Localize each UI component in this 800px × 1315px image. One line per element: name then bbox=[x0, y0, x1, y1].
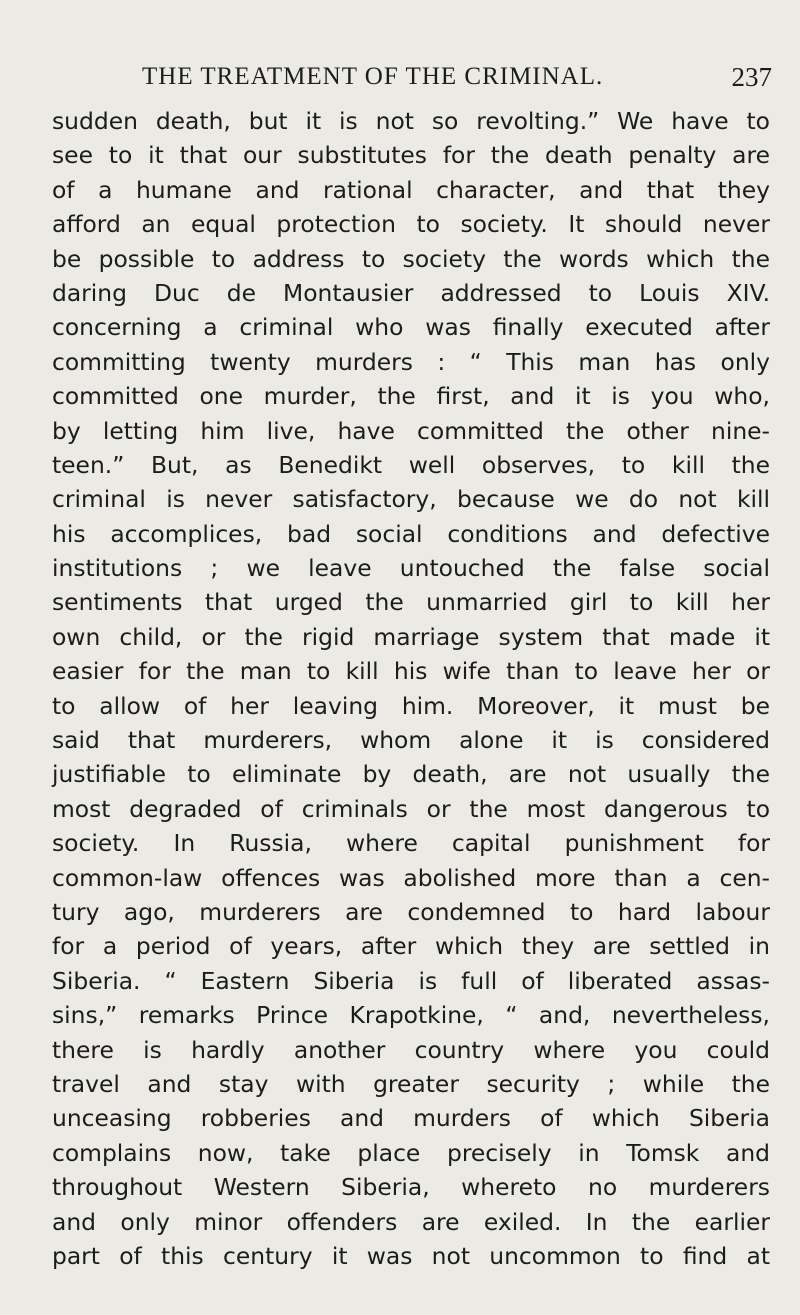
text-line: sins,” remarks Prince Krapotkine, “ and, nevertheless, bbox=[52, 1001, 770, 1030]
text-line: committed one murder, the first, and it is you who, bbox=[52, 382, 770, 411]
text-line: most degraded of criminals or the most dangerous to bbox=[52, 794, 770, 823]
text-line: tury ago, murderers are condemned to hard labour bbox=[52, 897, 770, 926]
text-line: throughout Western Siberia, whereto no murderers bbox=[52, 1173, 770, 1202]
text-line: daring Duc de Montausier addressed to Louis XIV. bbox=[52, 278, 770, 307]
text-line: unceasing robberies and murders of which Siberia bbox=[52, 1104, 770, 1133]
text-line: for a period of years, after which they are settled in bbox=[52, 932, 770, 961]
text-line: society. In Russia, where capital punishment for bbox=[52, 829, 770, 858]
body-text bbox=[52, 104, 770, 1273]
text-line: be possible to address to society the words which the bbox=[52, 244, 770, 273]
text-line: common-law offences was abolished more than a cen- bbox=[52, 863, 770, 892]
page-number: 237 bbox=[731, 62, 772, 92]
text-line: complains now, take place precisely in Tomsk and bbox=[52, 1138, 770, 1167]
text-line: and only minor offenders are exiled. In the earlier bbox=[52, 1207, 770, 1236]
running-title: THE TREATMENT OF THE CRIMINAL. bbox=[142, 63, 604, 90]
text-line: travel and stay with greater security ; while the bbox=[52, 1069, 770, 1098]
text-line: afford an equal protection to society. It should never bbox=[52, 210, 770, 239]
text-line: easier for the man to kill his wife than to leave her or bbox=[52, 657, 770, 686]
text-line: own child, or the rigid marriage system that made it bbox=[52, 622, 770, 651]
text-line: criminal is never satisfactory, because we do not kill bbox=[52, 485, 770, 514]
text-line: sentiments that urged the unmarried girl to kill her bbox=[52, 588, 770, 617]
text-line: part of this century it was not uncommon to find at bbox=[52, 1241, 770, 1270]
text-line: justifiable to eliminate by death, are not usually the bbox=[52, 760, 770, 789]
text-line: said that murderers, whom alone it is considered bbox=[52, 726, 770, 755]
text-line: teen.” But, as Benedikt well observes, to kill the bbox=[52, 450, 770, 479]
text-line: Siberia. “ Eastern Siberia is full of liberated assas- bbox=[52, 966, 770, 995]
text-line: institutions ; we leave untouched the false social bbox=[52, 554, 770, 583]
running-head bbox=[112, 60, 774, 94]
text-line: there is hardly another country where you could bbox=[52, 1035, 770, 1064]
text-line: concerning a criminal who was finally executed after bbox=[52, 313, 770, 342]
text-line: of a humane and rational character, and that they bbox=[52, 175, 770, 204]
text-line: see to it that our substitutes for the death penalty are bbox=[52, 141, 770, 170]
text-line: his accomplices, bad social conditions and defective bbox=[52, 519, 770, 548]
text-line: committing twenty murders : “ This man has only bbox=[52, 347, 770, 376]
text-line: to allow of her leaving him. Moreover, it must be bbox=[52, 691, 770, 720]
text-line: by letting him live, have committed the other nine- bbox=[52, 416, 770, 445]
text-line: sudden death, but it is not so revolting.” We have to bbox=[52, 107, 770, 135]
